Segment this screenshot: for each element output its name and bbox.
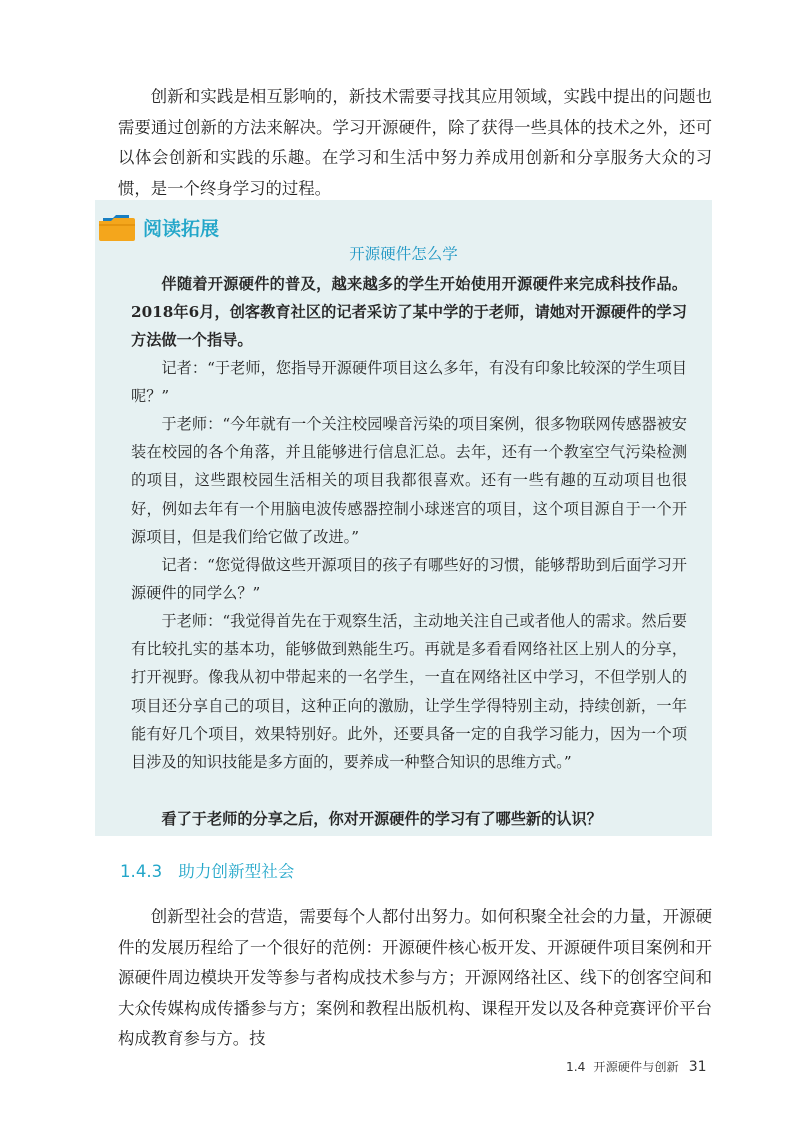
footer-section-number: 1.4 xyxy=(566,1060,586,1074)
article-title: 开源硬件怎么学 xyxy=(349,245,458,263)
page-number: 31 xyxy=(688,1059,707,1075)
article-paragraph: 于老师：“我觉得首先在于观察生活，主动地关注自己或者他人的需求。然后要有比较扎实的基本功，能够做到熟能生巧。再就是多看看网络社区上别人的分享，打开视野。像我从初中带起来的一名学生，一直在网络社区中学习，不但学别人的项目还分享自己的项目，这种正向的激励，让学生学得特别主动，持续创新，一年能有好几个项目，效果特别好。此外，还要具备一定的自我学习能力，因为一个项目涉及的知识技能是多方面的，要养成一种整合知识的思维方式。” xyxy=(131,612,687,772)
section-paragraph: 创新型社会的营造，需要每个人都付出努力。如何积聚全社会的力量，开源硬件的发展历程给了一个很好的范例：开源硬件核心板开发、开源硬件项目案例和开源硬件周边模块开发等参与者构成技术参与方；开源网络社区、线下的创客空间和大众传媒构成传播参与方；案例和教程出版机构、课程开发以及各种竞赛评价平台构成教育参与方。技 xyxy=(118,907,712,1048)
reading-extension-box xyxy=(95,200,712,836)
section-title: 助力创新型社会 xyxy=(178,862,295,881)
article-paragraph: 记者：“于老师，您指导开源硬件项目这么多年，有没有印象比较深的学生项目呢？” xyxy=(131,359,687,406)
section-number: 1.4.3 xyxy=(120,862,163,881)
article-paragraph: 伴随着开源硬件的普及，越来越多的学生开始使用开源硬件来完成科技作品。2018年6月，创客教育社区的记者采访了某中学的于老师，请她对开源硬件的学习方法做一个指导。 xyxy=(131,275,687,350)
reading-box-title: 阅读拓展 xyxy=(143,218,220,240)
article-paragraph: 记者：“您觉得做这些开源项目的孩子有哪些好的习惯，能够帮助到后面学习开源硬件的同学么？” xyxy=(131,556,687,603)
article-question: 看了于老师的分享之后，你对开源硬件的学习有了哪些新的认识？ xyxy=(161,810,602,828)
footer-section-title: 开源硬件与创新 xyxy=(593,1060,679,1074)
article-paragraph: 于老师：“今年就有一个关注校园噪音污染的项目案例，很多物联网传感器被安装在校园的各个角落，并且能够进行信息汇总。去年，还有一个教室空气污染检测的项目，这些跟校园生活相关的项目我都很喜欢。还有一些有趣的互动项目也很好，例如去年有一个用脑电波传感器控制小球迷宫的项目，这个项目源自于一个开源项目，但是我们给它做了改进。” xyxy=(131,415,687,546)
section-heading xyxy=(120,858,294,882)
page-footer xyxy=(566,1058,707,1075)
intro-paragraph: 创新和实践是相互影响的，新技术需要寻找其应用领域，实践中提出的问题也需要通过创新的方法来解决。学习开源硬件，除了获得一些具体的技术之外，还可以体会创新和实践的乐趣。在学习和生活中努力养成用创新和分享服务大众的习惯，是一个终身学习的过程。 xyxy=(118,87,712,198)
